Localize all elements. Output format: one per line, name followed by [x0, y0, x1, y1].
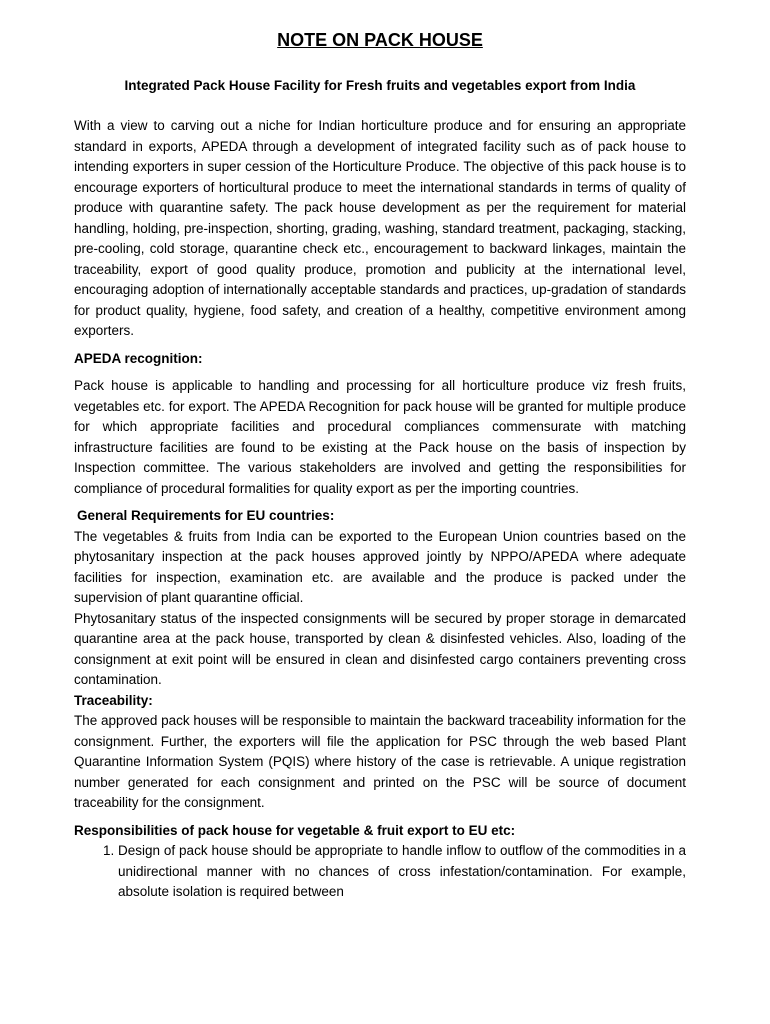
apeda-recognition-paragraph: Pack house is applicable to handling and processing for all horticulture produce viz fresh fruits, vegetables etc. for export. The APEDA Recognition for pack house will be granted for multiple produce for which appropriate facilities and procedural compliances commensurate with matching infrastructure facilities are found to be existing at the Pack house on the basis of inspection by Inspection committee. The various stakeholders are involved and getting the responsibilities for compliance of procedural formalities for quality export as per the importing countries. [74, 378, 686, 496]
page-title: NOTE ON PACK HOUSE [277, 30, 483, 50]
eu-requirements-paragraph-1: The vegetables & fruits from India can be exported to the European Union countries based on the phytosanitary inspection at the pack houses approved jointly by NPPO/APEDA where adequate facilities for inspection, examination etc. are available and the produce is packed under the supervision of plant quarantine official. [74, 528, 686, 605]
apeda-recognition-heading: APEDA recognition: [74, 350, 203, 366]
eu-requirements-heading: General Requirements for EU countries: [77, 508, 335, 523]
list-item: 1. Design of pack house should be appropriate to handle inflow to outflow of the commodities in a unidirectional manner with no chances of cross infestation/contamination. For example, absolute isolation is required between [118, 841, 686, 903]
responsibilities-list [74, 841, 686, 903]
intro-paragraph: With a view to carving out a niche for Indian horticulture produce and for ensuring an appropriate standard in exports, APEDA through a development of integrated facility such as of pack house to intending exporters in super cession of the Horticulture Produce. The objective of this pack house is to encourage exporters of horticultural produce to meet the international standards in terms of quality of produce with quarantine safety. The pack house development as per the requirement for material handling, holding, pre-inspection, shorting, grading, washing, standard treatment, packaging, stacking, pre-cooling, cold storage, quarantine check etc., encouragement to backward linkages, maintain the traceability, export of good quality produce, promotion and publicity at the international level, encouraging adoption of internationally acceptable standards and practices, up-gradation of standards for product quality, hygiene, food safety, and creation of a healthy, competitive environment among exporters. [74, 118, 686, 338]
document-page [74, 28, 686, 903]
responsibilities-heading: Responsibilities of pack house for vegetable & fruit export to EU etc: [74, 822, 516, 838]
page-subtitle: Integrated Pack House Facility for Fresh fruits and vegetables export from India [124, 78, 636, 93]
eu-requirements-paragraph-2: Phytosanitary status of the inspected consignments will be secured by proper storage in demarcated quarantine area at the pack house, transported by clean & disinfested vehicles. Also, loading of the consignment at exit point will be ensured in clean and disinfested cargo containers preventing cross contamination. [74, 610, 686, 687]
traceability-heading: Traceability: [74, 692, 153, 708]
traceability-paragraph: The approved pack houses will be responsible to maintain the backward traceability information for the consignment. Further, the exporters will file the application for PSC through the web based Plant Quarantine Information System (PQIS) where history of the case is retrievable. A unique registration number generated for each consignment and printed on the PSC will be source of document traceability for the consignment. [74, 713, 686, 810]
